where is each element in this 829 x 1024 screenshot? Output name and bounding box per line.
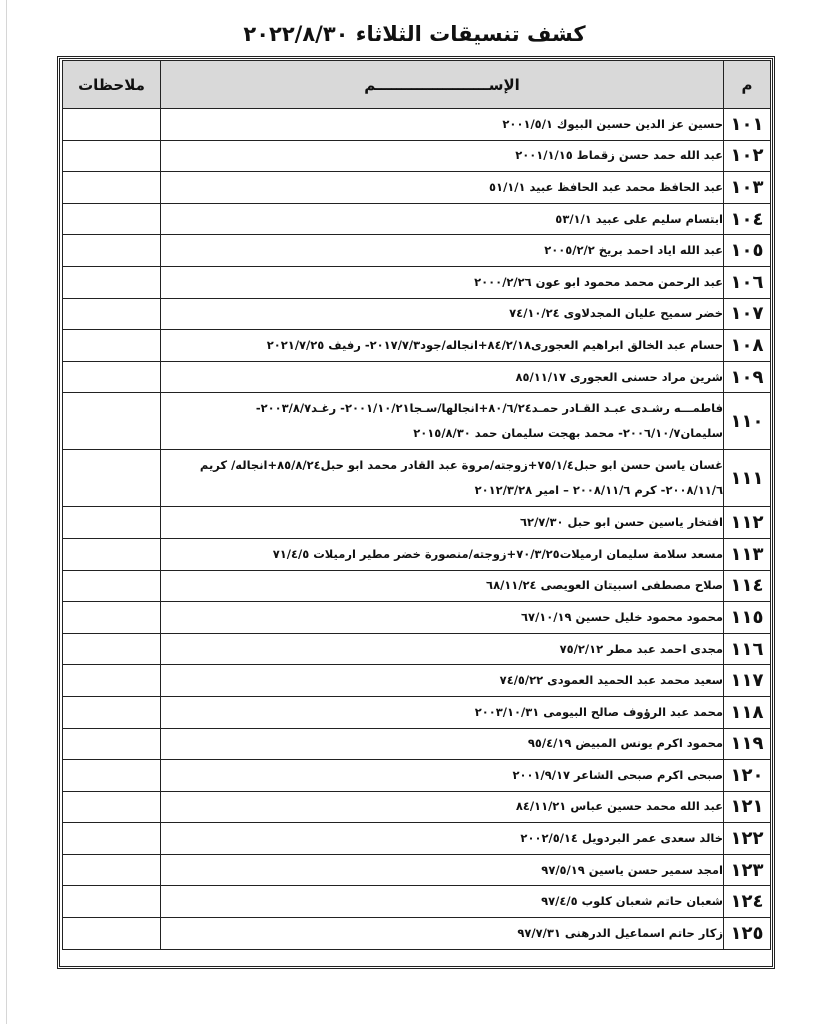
table-row xyxy=(63,330,771,362)
row-name: غسان ياسن حسن ابو حبل٧٥/١/٤+زوجته/مروة عبد القادر محمد ابو حبل٨٥/٨/٢٤+انجاله/ كريم ٢٠٠٨/١١/٦- كرم ٢٠٠٨/١١/٦ – امير ٢٠١٢/٣/٢٨ xyxy=(161,450,724,507)
header-name: الإســــــــــــــــــــــم xyxy=(161,61,724,109)
row-number: ١٠١ xyxy=(724,109,771,141)
table-row xyxy=(63,393,771,450)
row-notes xyxy=(63,203,161,235)
row-notes xyxy=(63,823,161,855)
row-number: ١٠٩ xyxy=(724,361,771,393)
row-name: خضر سميح عليان المجدلاوى ٧٤/١٠/٢٤ xyxy=(161,298,724,330)
row-name: صلاح مصطفى اسبيتان العويصى ٦٨/١١/٢٤ xyxy=(161,570,724,602)
document-title: كشف تنسيقات الثلاثاء ٢٠٢٢/٨/٣٠ xyxy=(243,22,586,46)
table-row xyxy=(63,791,771,823)
row-name: افتخار ياسين حسن ابو حبل ٦٢/٧/٣٠ xyxy=(161,507,724,539)
row-name: مجدى احمد عبد مطر ٧٥/٢/١٢ xyxy=(161,633,724,665)
names-table xyxy=(62,60,771,950)
row-name: حسام عبد الخالق ابراهيم العجورى٨٤/٢/١٨+انجاله/جود٢٠١٧/٧/٣- رفيف ٢٠٢١/٧/٢٥ xyxy=(161,330,724,362)
table-row xyxy=(63,728,771,760)
row-notes xyxy=(63,450,161,507)
row-number: ١٠٣ xyxy=(724,172,771,204)
row-number: ١١٥ xyxy=(724,602,771,634)
row-name: شعبان حاتم شعبان كلوب ٩٧/٤/٥ xyxy=(161,886,724,918)
row-name: سعيد محمد عبد الحميد العمودى ٧٤/٥/٢٢ xyxy=(161,665,724,697)
row-number: ١٠٨ xyxy=(724,330,771,362)
row-number: ١١٠ xyxy=(724,393,771,450)
row-name: عبد الله محمد حسين عباس ٨٤/١١/٢١ xyxy=(161,791,724,823)
table-row xyxy=(63,760,771,792)
row-number: ١١٩ xyxy=(724,728,771,760)
row-name: محمود اكرم يونس المبيض ٩٥/٤/١٩ xyxy=(161,728,724,760)
table-row xyxy=(63,886,771,918)
row-name: عبد الله حمد حسن زقماط ٢٠٠١/١/١٥ xyxy=(161,140,724,172)
row-name: عبد الرحمن محمد محمود ابو عون ٢٠٠٠/٢/٢٦ xyxy=(161,266,724,298)
row-number: ١٢٣ xyxy=(724,854,771,886)
table-row xyxy=(63,665,771,697)
row-notes xyxy=(63,538,161,570)
row-name: ابتسام سليم على عبيد ٥٣/١/١ xyxy=(161,203,724,235)
table-row xyxy=(63,854,771,886)
row-number: ١٠٥ xyxy=(724,235,771,267)
row-number: ١٢٠ xyxy=(724,760,771,792)
row-number: ١١٨ xyxy=(724,696,771,728)
row-name: صبحى اكرم صبحى الشاعر ٢٠٠١/٩/١٧ xyxy=(161,760,724,792)
row-notes xyxy=(63,918,161,950)
table-row xyxy=(63,823,771,855)
row-notes xyxy=(63,602,161,634)
row-number: ١٠٤ xyxy=(724,203,771,235)
row-notes xyxy=(63,728,161,760)
row-name: فاطمـــه رشـدى عبـد القـادر حمـد٨٠/٦/٢٤+انجالها/سـجا٢٠٠١/١٠/٢١- رغـد٢٠٠٣/٨/٧- سليمان٢٠٠٦/١٠/٧- محمد بهجت سليمان حمد ٢٠١٥/٨/٣٠ xyxy=(161,393,724,450)
row-number: ١١٣ xyxy=(724,538,771,570)
row-number: ١١٤ xyxy=(724,570,771,602)
row-notes xyxy=(63,361,161,393)
row-notes xyxy=(63,791,161,823)
row-notes xyxy=(63,854,161,886)
table-row xyxy=(63,140,771,172)
row-notes xyxy=(63,665,161,697)
row-number: ١٢٢ xyxy=(724,823,771,855)
row-name: امجد سمير حسن ياسين ٩٧/٥/١٩ xyxy=(161,854,724,886)
row-notes xyxy=(63,298,161,330)
table-row xyxy=(63,298,771,330)
row-name: خالد سعدى عمر البردويل ٢٠٠٢/٥/١٤ xyxy=(161,823,724,855)
row-notes xyxy=(63,266,161,298)
row-notes xyxy=(63,633,161,665)
row-number: ١٢٤ xyxy=(724,886,771,918)
row-notes xyxy=(63,330,161,362)
row-notes xyxy=(63,235,161,267)
row-number: ١٠٢ xyxy=(724,140,771,172)
row-name: محمد عبد الرؤوف صالح البيومى ٢٠٠٣/١٠/٣١ xyxy=(161,696,724,728)
row-notes xyxy=(63,507,161,539)
table-row xyxy=(63,235,771,267)
table-header-row xyxy=(63,61,771,109)
row-notes xyxy=(63,172,161,204)
row-notes xyxy=(63,393,161,450)
row-notes xyxy=(63,570,161,602)
row-number: ١١٧ xyxy=(724,665,771,697)
row-name: محمود محمود خليل حسين ٦٧/١٠/١٩ xyxy=(161,602,724,634)
table-row xyxy=(63,507,771,539)
table-row xyxy=(63,570,771,602)
row-notes xyxy=(63,140,161,172)
table-row xyxy=(63,361,771,393)
table-row xyxy=(63,203,771,235)
row-number: ١١٢ xyxy=(724,507,771,539)
row-number: ١١٦ xyxy=(724,633,771,665)
table-row xyxy=(63,633,771,665)
table-body xyxy=(63,109,771,950)
page-edge-line xyxy=(6,0,7,1024)
row-notes xyxy=(63,109,161,141)
row-name: عبد الحافظ محمد عبد الحافظ عبيد ٥١/١/١ xyxy=(161,172,724,204)
row-number: ١٠٦ xyxy=(724,266,771,298)
table-row xyxy=(63,172,771,204)
table-row xyxy=(63,450,771,507)
table-row xyxy=(63,266,771,298)
table-row xyxy=(63,538,771,570)
row-number: ١٢٥ xyxy=(724,918,771,950)
row-name: مسعد سلامة سليمان ارميلات٧٠/٣/٢٥+زوجته/منصورة خضر مطير ارميلات ٧١/٤/٥ xyxy=(161,538,724,570)
table-row xyxy=(63,109,771,141)
row-notes xyxy=(63,696,161,728)
row-notes xyxy=(63,886,161,918)
table-row xyxy=(63,696,771,728)
table-row xyxy=(63,602,771,634)
header-number: م xyxy=(724,61,771,109)
header-notes: ملاحظات xyxy=(63,61,161,109)
row-name: شرين مراد حسنى العجورى ٨٥/١١/١٧ xyxy=(161,361,724,393)
row-name: حسين عز الدين حسين البيوك ٢٠٠١/٥/١ xyxy=(161,109,724,141)
table-row xyxy=(63,918,771,950)
row-number: ١١١ xyxy=(724,450,771,507)
row-number: ١٢١ xyxy=(724,791,771,823)
row-name: زكار حاتم اسماعيل الدرهنى ٩٧/٧/٣١ xyxy=(161,918,724,950)
row-name: عبد الله اياد احمد بريخ ٢٠٠٥/٢/٢ xyxy=(161,235,724,267)
row-notes xyxy=(63,760,161,792)
row-number: ١٠٧ xyxy=(724,298,771,330)
